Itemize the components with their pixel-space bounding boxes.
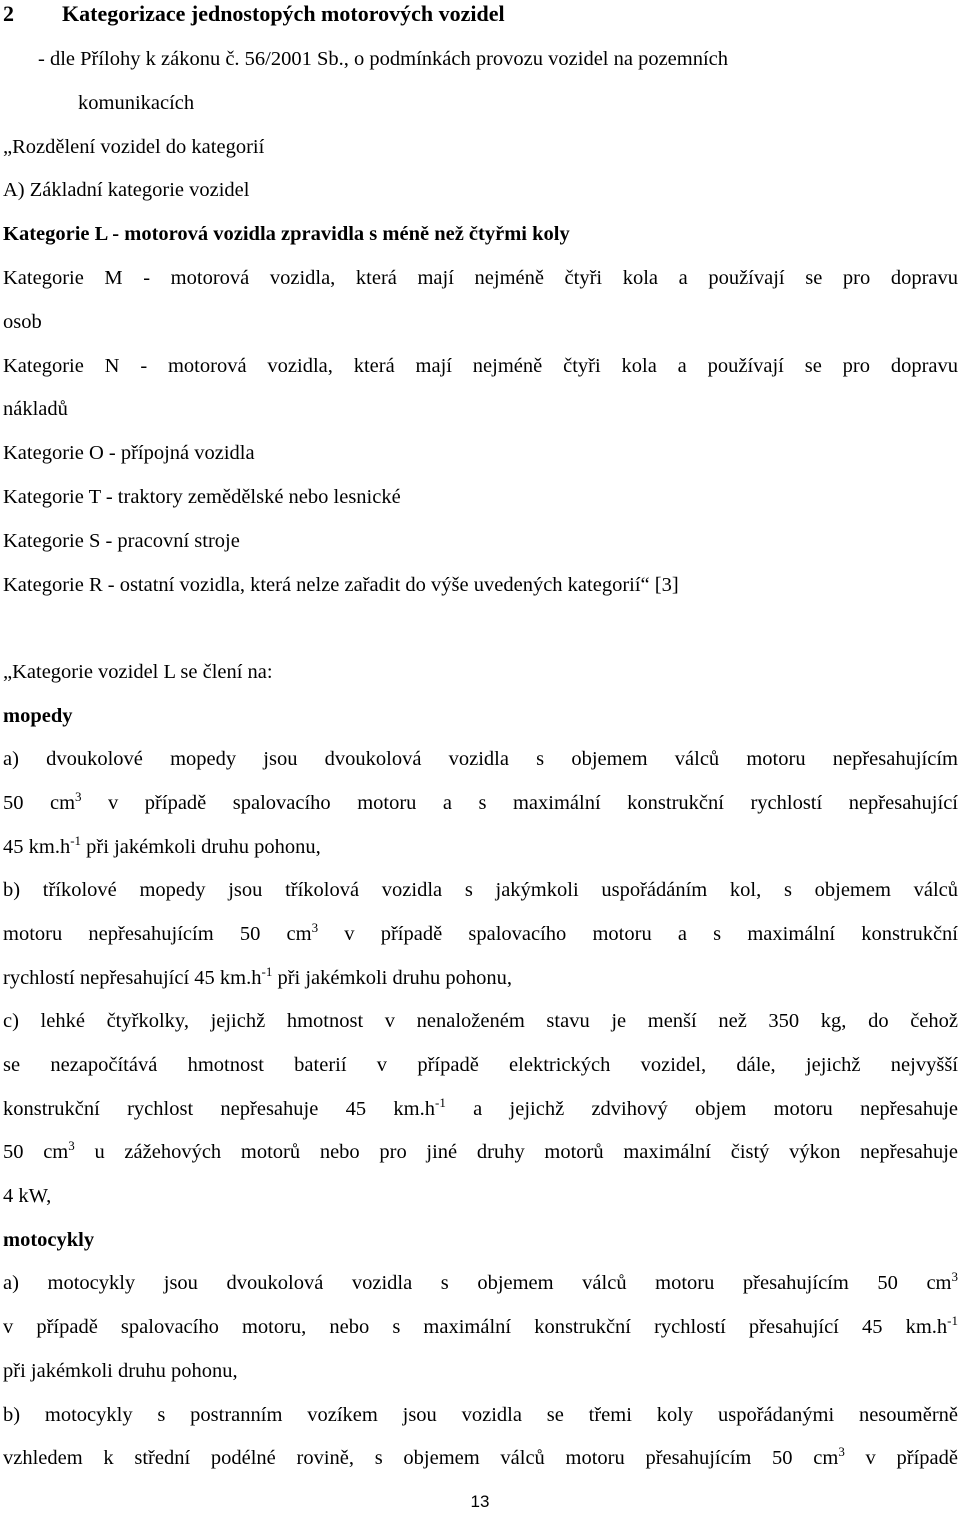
motocykly-heading: motocykly (3, 1229, 95, 1251)
motocykly-b-line-2: vzhledem k střední podélné rovině, s objemem válců motoru přesahujícím 50 $cm^3$ v případě (3, 1446, 958, 1469)
category-n-line-2: nákladů (3, 398, 68, 420)
source-line-1: - dle Přílohy k zákonu č. 56/2001 Sb., o podmínkách provozu vozidel na pozemních (38, 48, 729, 70)
mopedy-c-line-3: konstrukční rychlost nepřesahuje 45 $km.h^{-1}$ a jejichž zdvihový objem motoru nepřesahuje (3, 1097, 958, 1120)
category-t: Kategorie T - traktory zemědělské nebo lesnické (3, 486, 401, 508)
mopedy-heading: mopedy (3, 705, 73, 727)
section-number: 2 (3, 1, 14, 26)
l-categories-intro: „Kategorie vozidel L se člení na: (3, 661, 273, 683)
page-number: 13 (470, 1492, 490, 1511)
motocykly-a-line-1: a) motocykly jsou dvoukolová vozidla s objemem válců motoru přesahujícím 50 $cm^3$ (3, 1271, 958, 1294)
category-n-line-1: Kategorie N - motorová vozidla, která mají nejméně čtyři kola a používají se pro dopravu (3, 355, 958, 377)
motocykly-a-line-3: při jakémkoli druhu pohonu, (3, 1360, 238, 1382)
section-heading (3, 2, 958, 26)
basic-categories: A) Základní kategorie vozidel (3, 179, 250, 201)
category-l: Kategorie L - motorová vozidla zpravidla s méně než čtyřmi koly (3, 223, 570, 245)
mopedy-a-line-3: 45 $km.h^{-1}$ při jakémkoli druhu pohonu, (3, 833, 321, 858)
section-title: Kategorizace jednostopých motorových vozidel (62, 1, 505, 26)
quote-opening: „Rozdělení vozidel do kategorií (3, 136, 265, 158)
mopedy-c-line-4: 50 $cm^3$ u zážehových motorů nebo pro jiné druhy motorů maximální čistý výkon nepřesahuje (3, 1140, 958, 1163)
mopedy-a-line-1: a) dvoukolové mopedy jsou dvoukolová vozidla s objemem válců motoru nepřesahujícím (3, 748, 958, 770)
category-s: Kategorie S - pracovní stroje (3, 530, 240, 552)
category-o: Kategorie O - přípojná vozidla (3, 442, 255, 464)
mopedy-b-line-2: motoru nepřesahujícím 50 $cm^3$ v případě spalovacího motoru a s maximální konstrukční (3, 922, 958, 945)
mopedy-c-line-5: 4 kW, (3, 1185, 52, 1207)
category-r: Kategorie R - ostatní vozidla, která nelze zařadit do výše uvedených kategorií“ [3] (3, 574, 679, 596)
mopedy-c-line-1: c) lehké čtyřkolky, jejichž hmotnost v nenaloženém stavu je menší než 350 kg, do čehož (3, 1010, 958, 1032)
mopedy-b-line-1: b) tříkolové mopedy jsou tříkolová vozidla s jakýmkoli uspořádáním kol, s objemem válců (3, 879, 958, 901)
motocykly-b-line-1: b) motocykly s postranním vozíkem jsou vozidla se třemi koly uspořádanými nesouměrně (3, 1404, 958, 1426)
category-m-line-2: osob (3, 311, 42, 333)
category-m-line-1: Kategorie M - motorová vozidla, která mají nejméně čtyři kola a používají se pro dopravu (3, 267, 958, 289)
mopedy-a-line-2: 50 $cm^3$ v případě spalovacího motoru a s maximální konstrukční rychlostí nepřesahující (3, 791, 958, 814)
motocykly-a-line-2: v případě spalovacího motoru, nebo s maximální konstrukční rychlostí přesahující 45 $km.h^{-1}$ (3, 1315, 958, 1338)
mopedy-b-line-3: rychlostí nepřesahující 45 $km.h^{-1}$ při jakémkoli druhu pohonu, (3, 964, 513, 989)
mopedy-c-line-2: se nezapočítává hmotnost baterií v případě elektrických vozidel, dále, jejichž nejvyšší (3, 1054, 958, 1076)
source-line-2: komunikacích (78, 92, 195, 114)
